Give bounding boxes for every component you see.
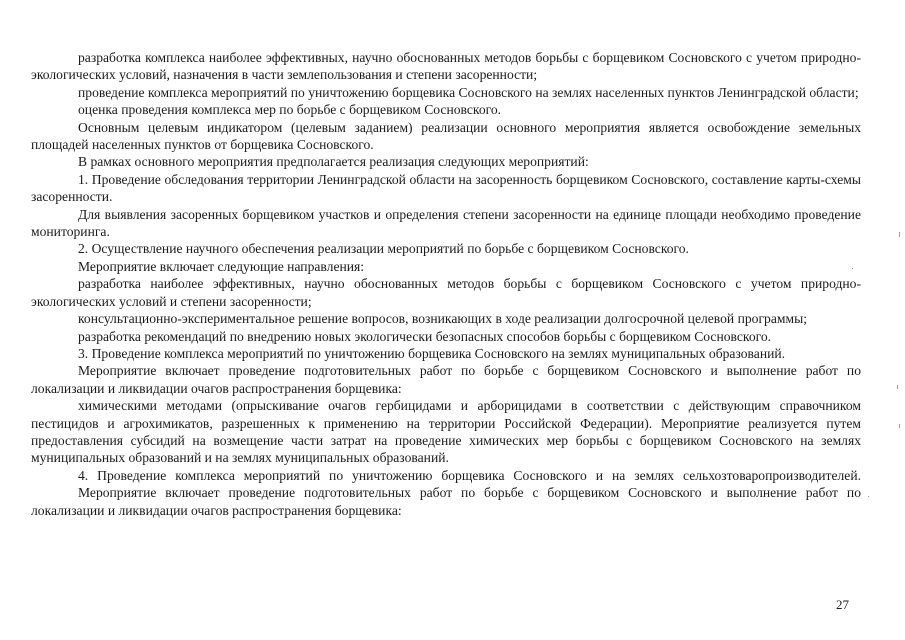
- scan-speck: [852, 268, 853, 269]
- paragraph: Мероприятие включает проведение подготовительных работ по борьбе с борщевиком Сосновского и выполнение работ по локализации и ликвидации очагов распространения борщевика:: [31, 485, 861, 518]
- paragraph: разработка комплекса наиболее эффективных, научно обоснованных методов борьбы с борщевиком Сосновского с учетом природно-экологических условий, назначения в части землепользования и степени засоренности;: [31, 50, 861, 83]
- paragraph: проведение комплекса мероприятий по уничтожению борщевика Сосновского на землях населенных пунктов Ленинградской области;: [78, 84, 859, 100]
- paragraph: 2. Осуществление научного обеспечения реализации мероприятий по борьбе с борщевиком Сосновского.: [78, 241, 689, 257]
- paragraph: консультационно-экспериментальное решение вопросов, возникающих в ходе реализации долгосрочной целевой программы;: [78, 311, 807, 327]
- paragraph: химическими методами (опрыскивание очагов гербицидами и арборицидами в соответствии с действующим справочником пестицидов и агрохимикатов, разрешенных к применению на территории Российской Федерации). Мероприятие реализуется путем предоставления субсидий на возмещение части затрат на проведение химических мер борьбы с борщевиком Сосновского на землях муниципальных образований и на землях муниципальных образований.: [31, 398, 861, 466]
- scan-speck: [899, 232, 900, 237]
- scan-speck: [897, 385, 898, 389]
- body-text: [31, 49, 861, 519]
- paragraph: разработка наиболее эффективных, научно обоснованных методов борьбы с борщевиком Сосновского с учетом природно-экологических условий и степени засоренности;: [31, 276, 861, 309]
- paragraph: Основным целевым индикатором (целевым заданием) реализации основного мероприятия является освобождение земельных площадей населенных пунктов от борщевика Сосновского.: [31, 119, 861, 153]
- paragraph: 3. Проведение комплекса мероприятий по уничтожению борщевика Сосновского на землях муниципальных образований.: [78, 345, 786, 361]
- paragraph: 1. Проведение обследования территории Ленинградской области на засоренность борщевиком Сосновского, составление карты-схемы засоренности.: [31, 171, 861, 205]
- paragraph: 4. Проведение комплекса мероприятий по уничтожению борщевика Сосновского и на землях сельхозтоваропроизводителей.: [78, 467, 861, 483]
- paragraph: оценка проведения комплекса мер по борьбе с борщевиком Сосновского.: [78, 102, 502, 118]
- paragraph: Мероприятие включает следующие направления:: [78, 258, 365, 274]
- paragraph: Мероприятие включает проведение подготовительных работ по борьбе с борщевиком Сосновского и выполнение работ по локализации и ликвидации очагов распространения борщевика:: [31, 363, 861, 396]
- scan-speck: [868, 496, 869, 497]
- scan-speck: [899, 424, 900, 428]
- page-number: 27: [836, 597, 849, 612]
- paragraph: В рамках основного мероприятия предполагается реализация следующих мероприятий:: [78, 154, 589, 170]
- paragraph: Для выявления засоренных борщевиком участков и определения степени засоренности на единице площади необходимо проведение мониторинга.: [31, 206, 861, 240]
- paragraph: разработка рекомендаций по внедрению новых экологически безопасных способов борьбы с борщевиком Сосновского.: [78, 328, 772, 344]
